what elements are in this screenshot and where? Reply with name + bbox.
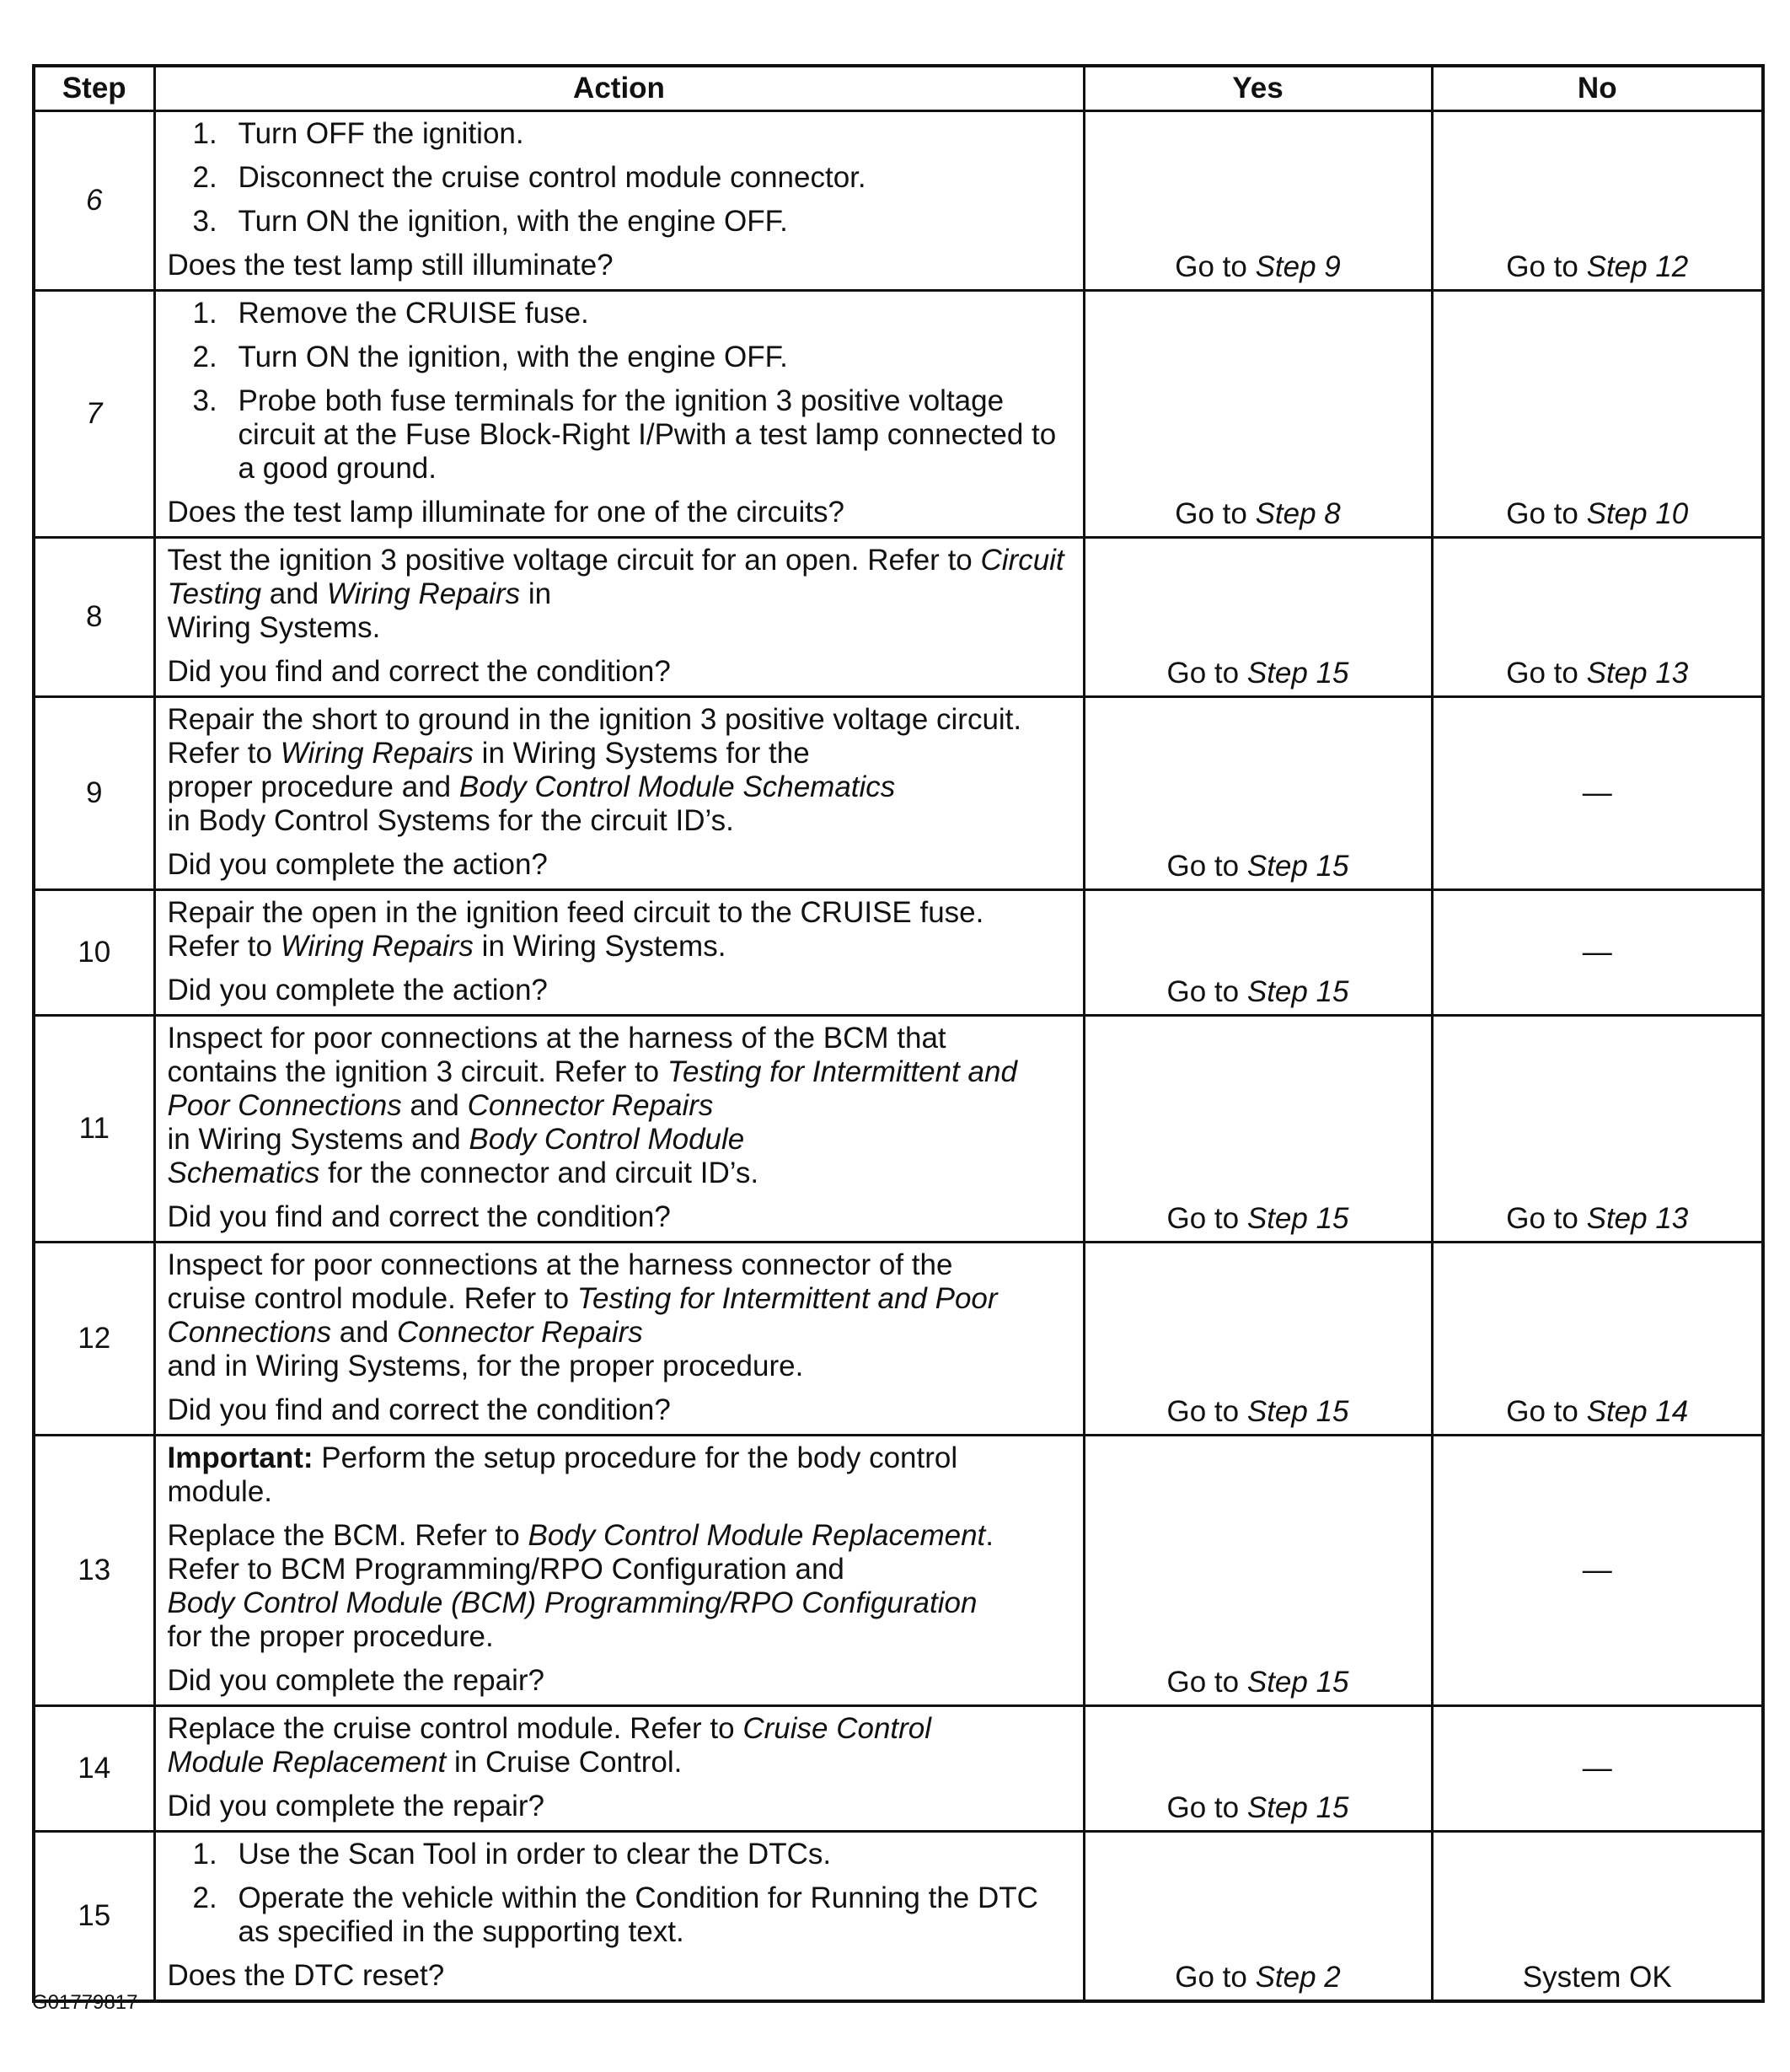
action-cell — [154, 1436, 1084, 1706]
action-text: in Wiring Systems for the — [473, 737, 810, 770]
yes-step-ref: Step 15 — [1246, 850, 1349, 883]
reference-title: Testing for Intermittent and Poor — [576, 1282, 998, 1315]
header-step: Step — [34, 66, 154, 111]
item-text: Operate the vehicle within the Condition for Running the DTC as specified in the supporting text. — [238, 1881, 1038, 1948]
yes-cell — [1084, 1436, 1432, 1706]
step-list — [168, 297, 1071, 486]
action-text: Inspect for poor connections at the harness connector of the — [167, 1248, 953, 1281]
reference-title: Body Control Module Replacement — [528, 1519, 986, 1552]
reference-title: Module Replacement — [167, 1746, 447, 1779]
action-text: and in Wiring Systems, for the proper procedure. — [167, 1350, 804, 1382]
action-paragraph — [168, 703, 1071, 838]
yes-step-ref: Step 15 — [1246, 1202, 1349, 1235]
item-text: Turn OFF the ignition. — [238, 117, 524, 150]
question-text: Did you find and correct the condition? — [167, 1393, 671, 1426]
no-prefix: Go to — [1506, 250, 1578, 283]
step-list — [168, 117, 1071, 239]
reference-title: Wiring Repairs — [326, 577, 521, 610]
reference-title: Wiring Repairs — [280, 737, 474, 770]
question-text: Did you find and correct the condition? — [167, 655, 671, 688]
yes-step-ref: Step 9 — [1255, 250, 1341, 283]
action-text: in Wiring Systems. — [473, 930, 726, 963]
step-list-item — [193, 1881, 1071, 1949]
step-number: 6 — [34, 111, 154, 291]
yes-prefix: Go to — [1166, 1202, 1240, 1235]
yes-prefix: Go to — [1175, 497, 1247, 530]
reference-title: Cruise Control — [742, 1712, 932, 1745]
item-number: 3. — [192, 384, 217, 417]
step-list-item — [193, 205, 1071, 239]
action-cell — [154, 1243, 1084, 1436]
action-cell — [154, 1016, 1084, 1243]
yes-cell — [1084, 1832, 1432, 2002]
yes-cell — [1084, 1243, 1432, 1436]
action-text: and — [401, 1089, 468, 1122]
action-paragraph — [168, 896, 1071, 964]
no-step-ref: Step 10 — [1586, 497, 1689, 530]
no-cell: — — [1432, 1706, 1763, 1832]
item-text: Probe both fuse terminals for the ignition 3 positive voltage circuit at the Fuse Block-Right I/Pwith a test lamp connected to a good ground. — [238, 384, 1057, 485]
no-step-ref: Step 14 — [1586, 1395, 1689, 1428]
yes-prefix: Go to — [1166, 1395, 1240, 1428]
action-paragraph — [168, 1712, 1071, 1779]
step-number: 11 — [34, 1016, 154, 1243]
yes-step-ref: Step 15 — [1246, 657, 1349, 690]
action-text: Inspect for poor connections at the harness of the BCM that — [167, 1022, 946, 1055]
question-text: Does the test lamp still illuminate? — [167, 249, 614, 282]
step-list-item — [193, 117, 1071, 151]
yes-step-ref: Step 15 — [1246, 1666, 1349, 1699]
table-row — [34, 111, 1763, 291]
yes-cell — [1084, 538, 1432, 697]
item-text: Remove the CRUISE fuse. — [238, 297, 589, 330]
question-text: Does the test lamp illuminate for one of the circuits? — [167, 496, 844, 529]
table-row — [34, 1016, 1763, 1243]
table-row — [34, 538, 1763, 697]
no-cell — [1432, 291, 1763, 538]
item-text: Turn ON the ignition, with the engine OFF. — [238, 205, 788, 238]
reference-title: Poor Connections — [167, 1089, 402, 1122]
header-no: No — [1432, 66, 1763, 111]
action-text: contains the ignition 3 circuit. Refer to — [167, 1055, 667, 1088]
reference-title: Body Control Module — [469, 1123, 745, 1156]
reference-title: Connector Repairs — [467, 1089, 714, 1122]
step-number: 13 — [34, 1436, 154, 1706]
no-step-ref: Step 13 — [1586, 1202, 1689, 1235]
question-text: Does the DTC reset? — [167, 1959, 445, 1992]
important-label: Important: — [167, 1441, 314, 1474]
yes-cell — [1084, 697, 1432, 890]
action-text: Repair the open in the ignition feed circuit to the CRUISE fuse. — [167, 896, 984, 929]
action-cell — [154, 538, 1084, 697]
action-text: module. — [167, 1475, 273, 1508]
figure-id: G01779817 — [32, 1991, 138, 2014]
header-row — [34, 66, 1763, 111]
action-text: Refer to BCM Programming/RPO Configuration and — [167, 1553, 844, 1586]
action-text: Replace the BCM. Refer to — [167, 1519, 528, 1552]
step-number: 10 — [34, 890, 154, 1016]
yes-prefix: Go to — [1175, 1961, 1247, 1994]
item-number: 1. — [192, 117, 217, 150]
action-text: . — [985, 1519, 994, 1552]
table-row — [34, 890, 1763, 1016]
step-list-item — [193, 1838, 1071, 1871]
item-text: Use the Scan Tool in order to clear the DTCs. — [238, 1838, 832, 1871]
reference-title: Circuit Testing — [167, 544, 1064, 610]
yes-step-ref: Step 15 — [1246, 1395, 1349, 1428]
no-prefix: Go to — [1506, 657, 1578, 690]
header-yes: Yes — [1084, 66, 1432, 111]
no-cell — [1432, 538, 1763, 697]
diagnostic-table — [32, 64, 1765, 2003]
no-step-ref: Step 13 — [1586, 657, 1689, 690]
step-list-item — [193, 384, 1071, 486]
question-text: Did you complete the action? — [167, 974, 548, 1006]
action-text: cruise control module. Refer to — [167, 1282, 577, 1315]
yes-step-ref: Step 2 — [1255, 1961, 1341, 1994]
action-text: for the proper procedure. — [167, 1620, 494, 1653]
table-row — [34, 1436, 1763, 1706]
table-row — [34, 1832, 1763, 2002]
action-paragraph — [168, 1248, 1071, 1383]
yes-cell — [1084, 1706, 1432, 1832]
yes-prefix: Go to — [1175, 250, 1247, 283]
action-text: Repair the short to ground in the ignition 3 positive voltage circuit. — [167, 703, 1022, 736]
item-text: Turn ON the ignition, with the engine OFF. — [238, 341, 788, 373]
question-text: Did you complete the action? — [167, 848, 548, 881]
action-text: in Body Control Systems for the circuit ID’s. — [167, 804, 734, 837]
yes-cell — [1084, 291, 1432, 538]
item-number: 3. — [192, 205, 217, 238]
step-number: 15 — [34, 1832, 154, 2002]
reference-title: Connections — [167, 1316, 332, 1349]
action-paragraph — [168, 1441, 1071, 1509]
table-row — [34, 291, 1763, 538]
reference-title: Body Control Module Schematics — [458, 770, 896, 803]
action-text: in Wiring Systems and — [167, 1123, 469, 1156]
action-cell — [154, 1832, 1084, 2002]
table-row — [34, 1706, 1763, 1832]
yes-prefix: Go to — [1166, 1791, 1240, 1824]
yes-prefix: Go to — [1166, 975, 1240, 1008]
action-text: Test the ignition 3 positive voltage circuit for an open. Refer to — [167, 544, 981, 577]
action-text: and — [261, 577, 327, 610]
action-paragraph — [168, 544, 1071, 645]
no-prefix: Go to — [1506, 497, 1578, 530]
yes-step-ref: Step 15 — [1246, 975, 1349, 1008]
step-list-item — [193, 297, 1071, 330]
header-action: Action — [154, 66, 1084, 111]
reference-title: Schematics — [167, 1157, 320, 1189]
table-row — [34, 1243, 1763, 1436]
item-number: 1. — [192, 297, 217, 330]
reference-title: Wiring Repairs — [280, 930, 474, 963]
action-cell — [154, 1706, 1084, 1832]
action-cell — [154, 890, 1084, 1016]
no-prefix: Go to — [1506, 1202, 1578, 1235]
action-text: for the connector and circuit ID’s. — [319, 1157, 759, 1189]
action-text: Refer to — [167, 737, 281, 770]
item-text: Disconnect the cruise control module connector. — [238, 161, 866, 194]
action-text: Replace the cruise control module. Refer to — [167, 1712, 743, 1745]
question-text: Did you complete the repair? — [167, 1664, 544, 1697]
reference-title: Body Control Module (BCM) Programming/RPO Configuration — [167, 1586, 978, 1619]
yes-step-ref: Step 8 — [1255, 497, 1341, 530]
question-text: Did you find and correct the condition? — [167, 1200, 671, 1233]
yes-cell — [1084, 1016, 1432, 1243]
action-cell — [154, 291, 1084, 538]
no-cell: System OK — [1432, 1832, 1763, 2002]
reference-title: Connector Repairs — [396, 1316, 643, 1349]
question-text: Did you complete the repair? — [167, 1790, 544, 1822]
item-number: 2. — [192, 1881, 217, 1914]
action-paragraph — [168, 1519, 1071, 1654]
action-text: in Cruise Control. — [446, 1746, 683, 1779]
action-text: in — [520, 577, 552, 610]
item-number: 2. — [192, 161, 217, 194]
no-step-ref: Step 12 — [1586, 250, 1689, 283]
yes-step-ref: Step 15 — [1246, 1791, 1349, 1824]
step-list-item — [193, 341, 1071, 374]
action-text: proper procedure and — [167, 770, 459, 803]
reference-title: Testing for Intermittent and — [667, 1055, 1017, 1088]
step-list-item — [193, 161, 1071, 195]
action-cell — [154, 111, 1084, 291]
action-text: Perform the setup procedure for the body control — [313, 1441, 958, 1474]
yes-prefix: Go to — [1166, 657, 1240, 690]
yes-prefix: Go to — [1166, 850, 1240, 883]
no-prefix: Go to — [1506, 1395, 1578, 1428]
step-number: 7 — [34, 291, 154, 538]
item-number: 2. — [192, 341, 217, 373]
action-cell — [154, 697, 1084, 890]
action-text: Wiring Systems. — [167, 611, 381, 644]
no-cell: — — [1432, 1436, 1763, 1706]
step-number: 14 — [34, 1706, 154, 1832]
item-number: 1. — [192, 1838, 217, 1871]
no-cell: — — [1432, 890, 1763, 1016]
action-text: Refer to — [167, 930, 281, 963]
step-number: 8 — [34, 538, 154, 697]
table-row — [34, 697, 1763, 890]
step-number: 12 — [34, 1243, 154, 1436]
no-cell — [1432, 111, 1763, 291]
no-cell: — — [1432, 697, 1763, 890]
no-cell — [1432, 1016, 1763, 1243]
yes-prefix: Go to — [1166, 1666, 1240, 1699]
no-cell — [1432, 1243, 1763, 1436]
yes-cell — [1084, 890, 1432, 1016]
action-paragraph — [168, 1022, 1071, 1190]
action-text: and — [331, 1316, 397, 1349]
step-list — [168, 1838, 1071, 1949]
yes-cell — [1084, 111, 1432, 291]
step-number: 9 — [34, 697, 154, 890]
